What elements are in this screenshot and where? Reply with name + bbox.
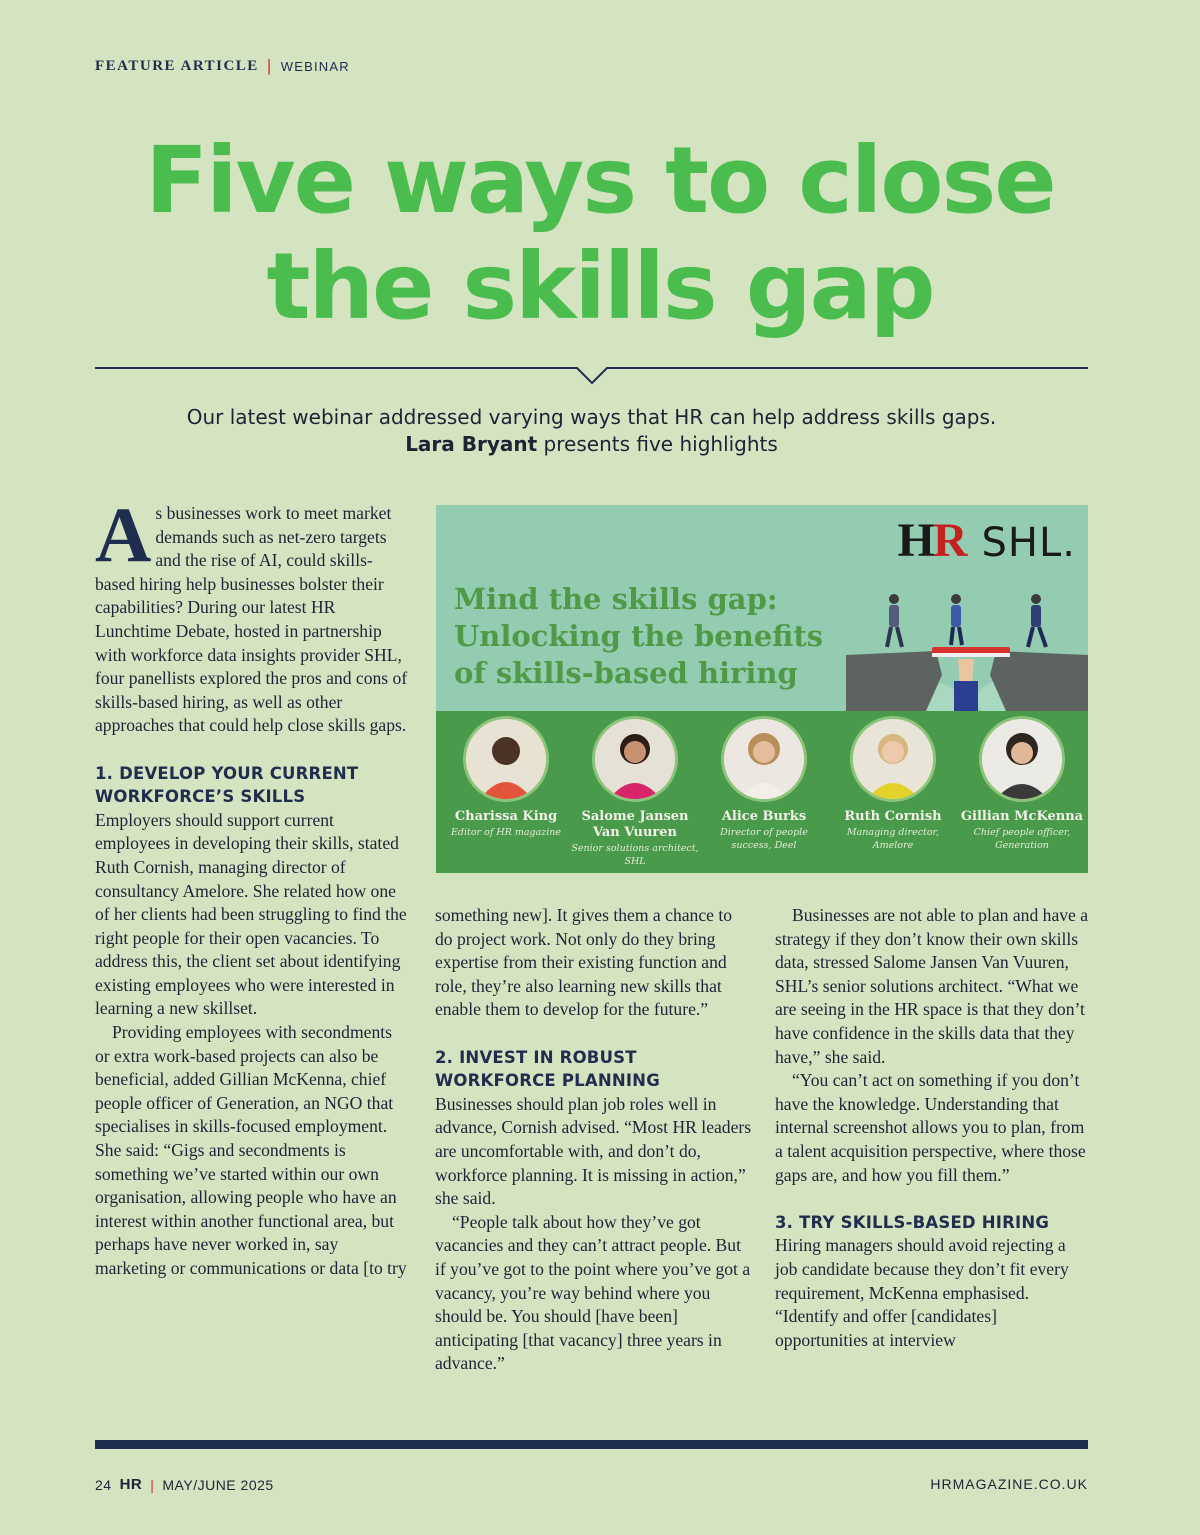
footer-divider: | bbox=[150, 1476, 155, 1493]
banner-title bbox=[454, 581, 854, 692]
avatar bbox=[595, 719, 675, 799]
headline-line-1: Five ways to close bbox=[145, 127, 1055, 234]
standfirst-line-1: Our latest webinar addressed varying ways that HR can help address skills gaps. bbox=[186, 405, 997, 429]
shl-logo: SHL. bbox=[981, 520, 1076, 566]
section-kicker bbox=[95, 56, 350, 76]
paragraph-5: “People talk about how they’ve got vacancies and they can’t attract people. But if you’ve got to the point where you’ve got a vacancy, you’re way behind where you should be. You should [have been] anticipating [that vacancy] three years in advance.” bbox=[435, 1211, 751, 1374]
subheading-1: 1. DEVELOP YOUR CURRENT WORKFORCE’S SKILLS bbox=[95, 763, 359, 807]
panellist-role: Director of people success, Deel bbox=[720, 827, 808, 851]
banner-title-line-1: Mind the skills gap: bbox=[454, 582, 778, 616]
avatar bbox=[853, 719, 933, 799]
panellist-name: Ruth Cornish bbox=[844, 809, 942, 824]
section-label: FEATURE ARTICLE bbox=[95, 57, 259, 74]
standfirst bbox=[95, 404, 1088, 458]
article-column-3 bbox=[775, 904, 1089, 1352]
panellist-name: Salome Jansen Van Vuuren bbox=[581, 809, 689, 840]
paragraph-2: Providing employees with secondments or extra work-based projects can also be beneficial, added Gillian McKenna, chief people officer of Generation, an NGO that specialises in skills-focused employment. She said: “Gigs and secondments is something we’ve started within our own organisation, allowing people who have an interest within another functional area, but perhaps have never worked in, say marketing or communications or data [to try bbox=[95, 1022, 407, 1278]
panellist-role: Senior solutions architect, SHL bbox=[571, 843, 699, 867]
intro-text: s businesses work to meet market demands such as net-zero targets and the rise of AI, could skills-based hiring help businesses bolster their capabilities? During our latest HR Lunchtime Debate, hosted in partnership with workforce data insights provider SHL, four panellists explored the pros and cons of skills-based hiring, as well as other approaches that could help close skills gaps. bbox=[95, 503, 408, 736]
figure-3-icon bbox=[1028, 594, 1046, 647]
headline-line-2: the skills gap bbox=[266, 233, 934, 340]
panellist-3 bbox=[699, 719, 829, 852]
article-column-1 bbox=[95, 491, 411, 1281]
hr-logo: HR bbox=[897, 514, 966, 567]
standfirst-rest: presents five highlights bbox=[537, 432, 778, 456]
footer-website[interactable]: HRMAGAZINE.CO.UK bbox=[930, 1476, 1088, 1492]
paragraph-4: Businesses should plan job roles well in advance, Cornish advised. “Most HR leaders are uncomfortable with, and don’t do, workforce planning. It is missing in action,” she said. bbox=[435, 1093, 752, 1209]
subheading-2: 2. INVEST IN ROBUST WORKFORCE PLANNING bbox=[435, 1047, 660, 1091]
banner-logos bbox=[898, 513, 1076, 568]
category-label: WEBINAR bbox=[280, 58, 350, 74]
magazine-brand: HR bbox=[119, 1476, 143, 1493]
paragraph-3: something new]. It gives them a chance to do project work. Not only do they bring expertise from their existing function and role, they’re also learning new skills that enable them to develop for the future.” bbox=[435, 905, 733, 1020]
article-column-2 bbox=[435, 904, 753, 1376]
figure-1-icon bbox=[887, 594, 902, 647]
banner-top bbox=[436, 505, 1088, 711]
headline bbox=[60, 128, 1140, 340]
panellist-role: Editor of HR magazine bbox=[450, 827, 562, 838]
drop-cap: A bbox=[95, 491, 152, 578]
page-number: 24 bbox=[95, 1476, 112, 1493]
panellist-name: Gillian McKenna bbox=[960, 809, 1084, 824]
avatar bbox=[982, 719, 1062, 799]
kicker-divider: | bbox=[266, 56, 273, 75]
panellist-name: Charissa King bbox=[454, 809, 558, 824]
figure-2-icon bbox=[951, 594, 962, 645]
paragraph-7: “You can’t act on something if you don’t have the knowledge. Understanding that internal screenshot allows you to plan, from a talent acquisition perspective, where those gaps are, and how you fill them.” bbox=[775, 1070, 1086, 1185]
banner-title-line-3: of skills-based hiring bbox=[454, 656, 798, 690]
panellist-5 bbox=[957, 719, 1087, 852]
webinar-banner bbox=[436, 505, 1088, 873]
panellist-name: Alice Burks bbox=[721, 809, 807, 824]
panellist-4 bbox=[828, 719, 958, 852]
avatar bbox=[724, 719, 804, 799]
avatar bbox=[466, 719, 546, 799]
subheading-3: 3. TRY SKILLS-BASED HIRING bbox=[775, 1212, 1050, 1232]
panellist-1 bbox=[441, 719, 571, 840]
panellist-role: Managing director, Amelore bbox=[846, 827, 940, 851]
headline-rule bbox=[95, 360, 1088, 386]
footer-folio bbox=[95, 1476, 274, 1493]
standfirst-line-2 bbox=[95, 431, 1088, 458]
bridge-illustration bbox=[846, 585, 1088, 711]
paragraph-1: Employers should support current employees in developing their skills, stated Ruth Cornish, managing director of consultancy Amelore. She related how one of her clients had been struggling to find the right people for their open vacancies. To address this, the client set about identifying existing employees who were interested in learning a new skillset. bbox=[95, 809, 407, 1019]
panellist-role: Chief people officer, Generation bbox=[973, 827, 1071, 851]
panellist-2 bbox=[570, 719, 700, 868]
hr-logo-r: R bbox=[932, 514, 966, 567]
banner-title-line-2: Unlocking the benefits bbox=[454, 619, 824, 653]
paragraph-8: Hiring managers should avoid rejecting a job candidate because they don’t fit every requirement, McKenna emphasised. “Identify and offer [candidates] opportunities at interview bbox=[775, 1235, 1069, 1350]
paragraph-6: Businesses are not able to plan and have a strategy if they don’t know their own skills data, stressed Salome Jansen Van Vuuren, SHL’s senior solutions architect. “What we are seeing in the HR space is that they don’t have confidence in the skills data that they have,” she said. bbox=[775, 905, 1089, 1067]
footer-rule bbox=[95, 1440, 1088, 1449]
author-name: Lara Bryant bbox=[405, 432, 538, 456]
issue-date: MAY/JUNE 2025 bbox=[162, 1476, 274, 1493]
intro-paragraph bbox=[95, 491, 411, 738]
